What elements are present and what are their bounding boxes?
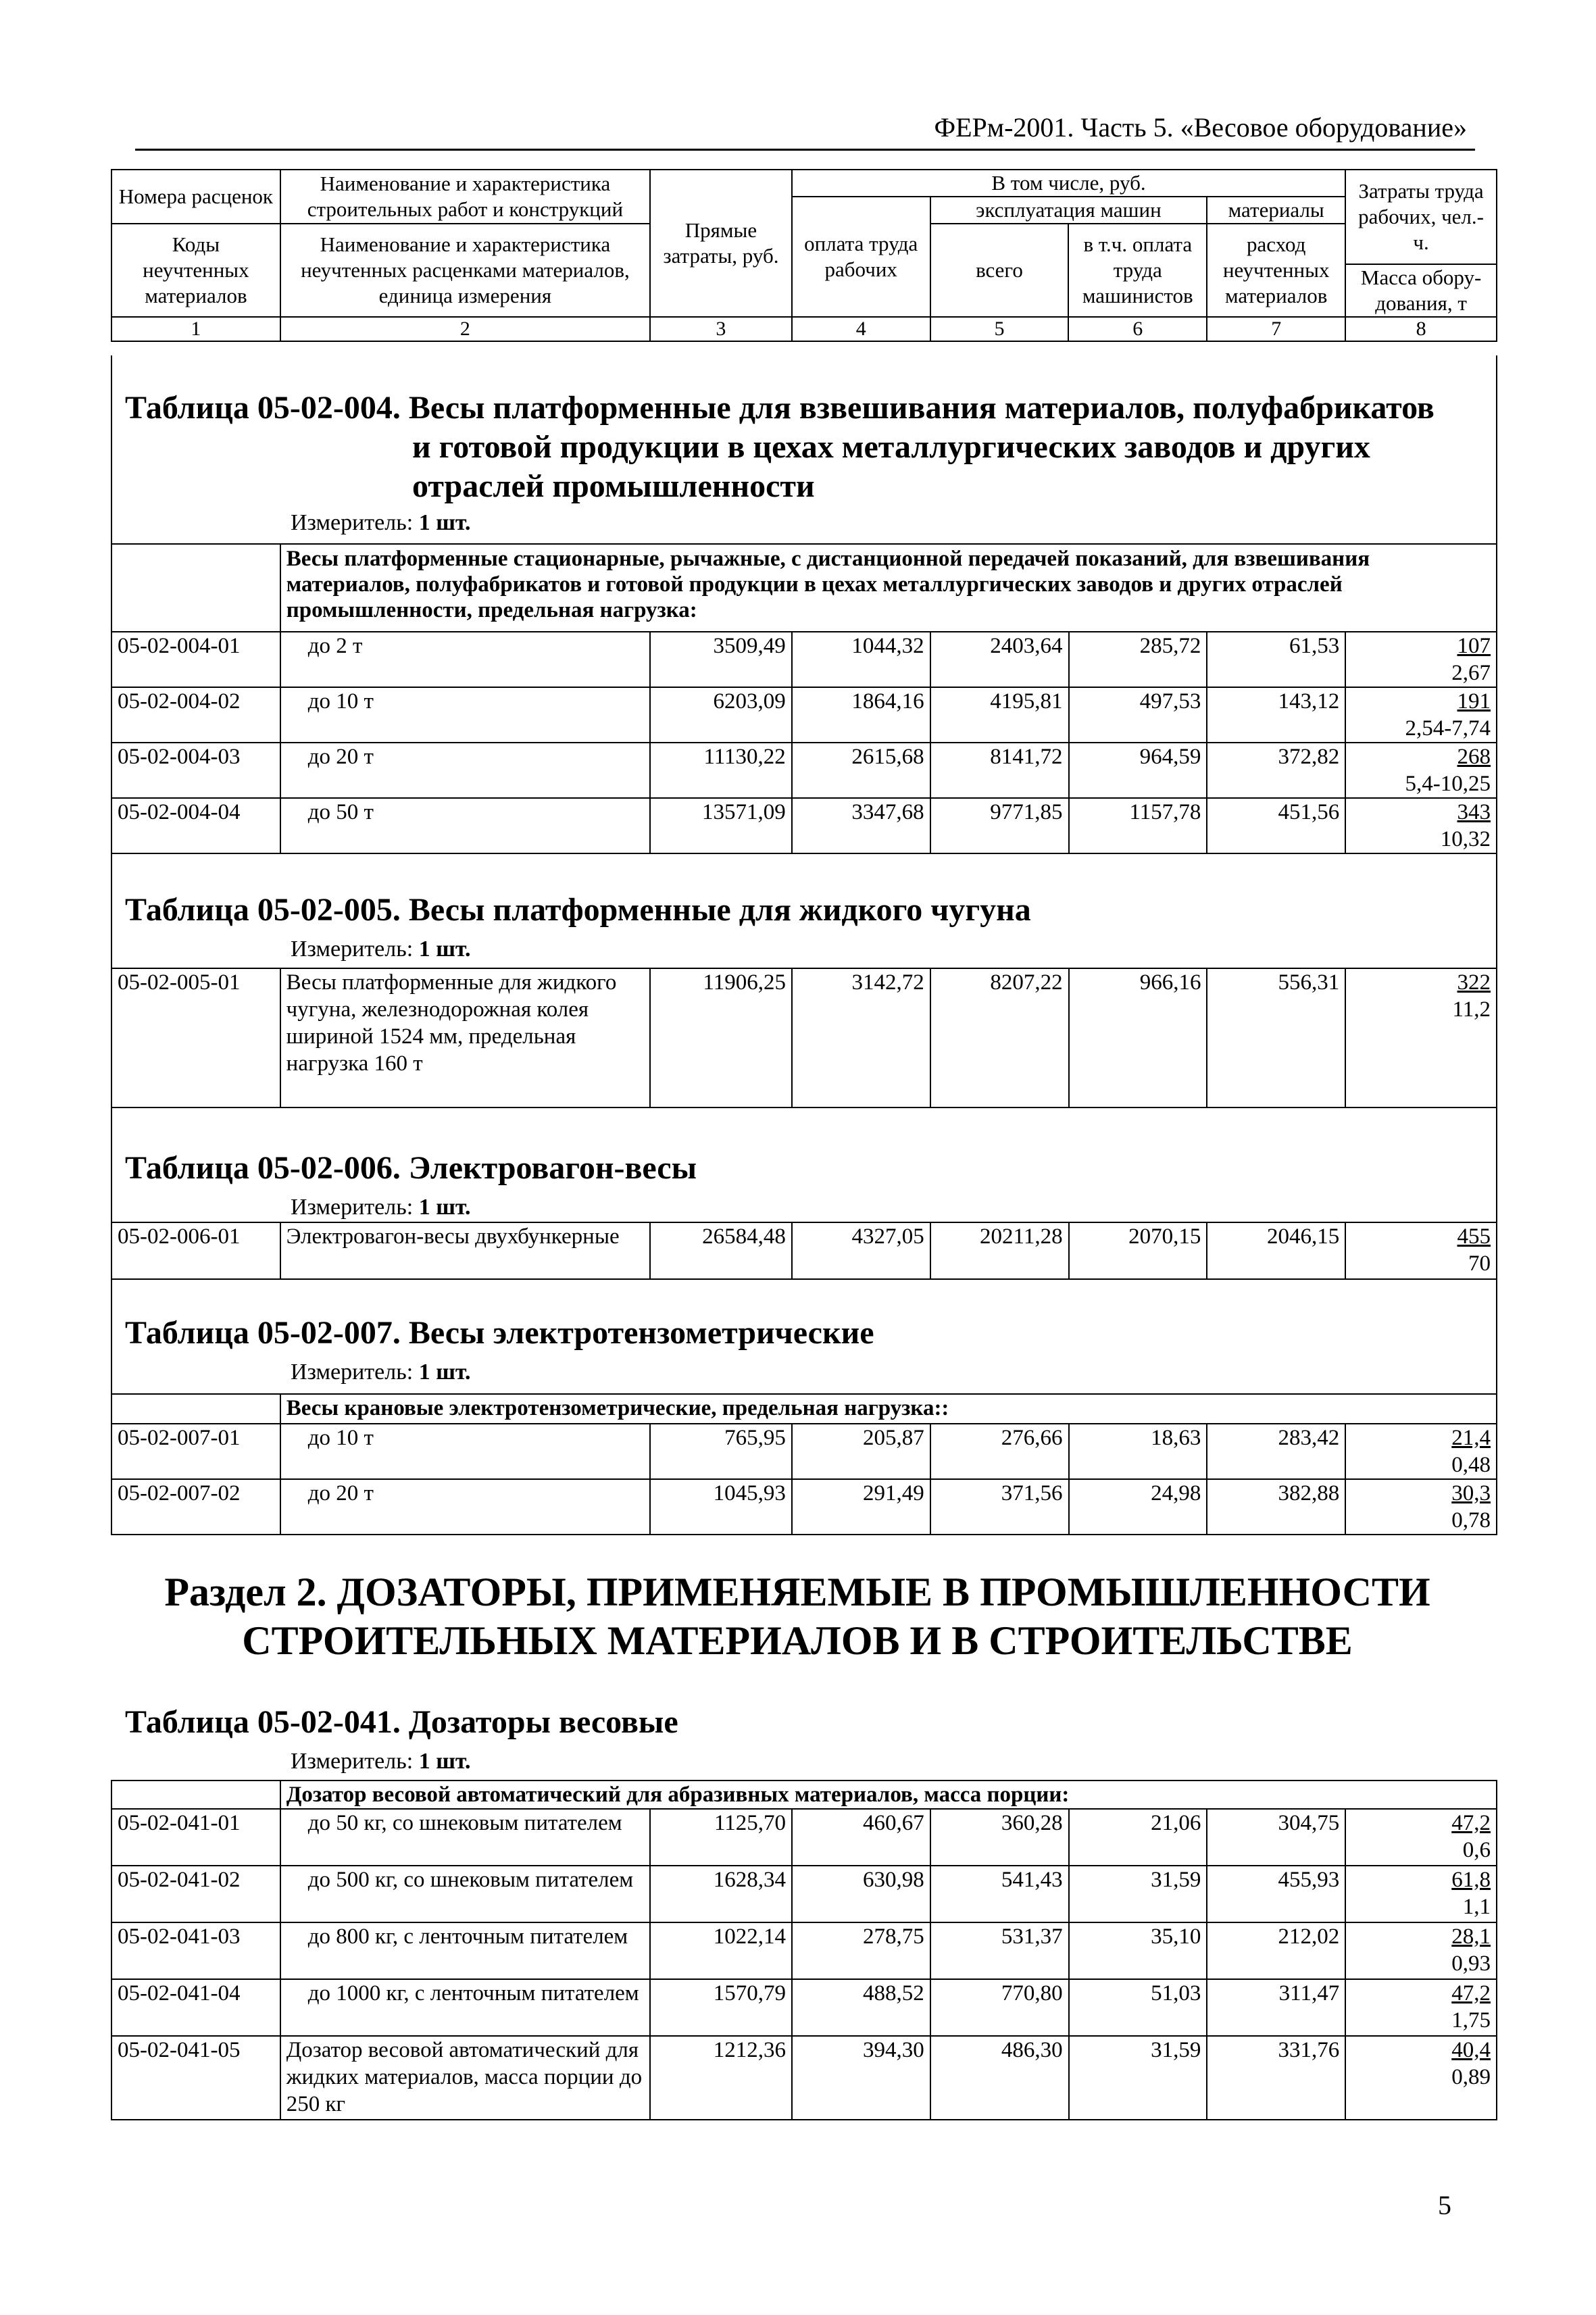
row-machinists: 21,06 — [1069, 1809, 1207, 1866]
col-num: 4 — [792, 317, 930, 341]
table-004-label: Таблица 05-02-004. — [125, 390, 401, 426]
measure-label: Измеритель: — [291, 510, 414, 535]
measure-label: Измеритель: — [291, 1195, 414, 1220]
row-total: 531,37 — [930, 1922, 1069, 1979]
table-004-group: Весы платформенные стационарные, рычажные, с дистанционной передачей показаний, для взвешивания материалов, полуфабрикатов и готовой продукции в цехах металлургических заводов и других отраслей промышленности, предельная нагрузка: — [280, 544, 1497, 632]
mass: 5,4-10,25 — [1405, 772, 1491, 796]
row-direct: 1570,79 — [650, 1979, 792, 2036]
mass: 2,67 — [1451, 661, 1491, 685]
row-pay: 205,87 — [792, 1424, 930, 1479]
row-labor-mass — [1345, 1979, 1497, 2036]
table-007-title-text: Весы электротензометрические — [408, 1315, 874, 1351]
row-machinists: 31,59 — [1069, 2036, 1207, 2120]
table-row — [111, 1424, 1497, 1479]
row-pay: 630,98 — [792, 1866, 930, 1922]
row-direct: 1045,93 — [650, 1479, 792, 1535]
table-004-title-line1: Весы платформенные для взвешивания материалов, полуфабрикатов — [408, 390, 1435, 426]
row-name: Электровагон-весы двухбункерные — [280, 1222, 650, 1279]
row-name: до 20 т — [280, 1479, 650, 1535]
row-labor-mass — [1345, 1424, 1497, 1479]
row-name: Дозатор весовой автоматический для жидких материалов, масса порции до 250 кг — [280, 2036, 650, 2120]
table-041 — [111, 1780, 1497, 2120]
labor: 47,2 — [1451, 1981, 1491, 2006]
page-header — [135, 108, 1475, 151]
row-code: 05-02-041-02 — [111, 1866, 280, 1922]
labor: 61,8 — [1451, 1868, 1491, 1892]
hdr-direct: Прямые затраты, руб. — [650, 170, 792, 317]
row-labor-mass — [1345, 687, 1497, 743]
row-pay: 488,52 — [792, 1979, 930, 2036]
table-007-measure — [291, 1360, 471, 1385]
table-041-measure — [291, 1749, 471, 1774]
row-direct: 11130,22 — [650, 743, 792, 798]
col-num: 8 — [1345, 317, 1497, 341]
table-041-label: Таблица 05-02-041. — [125, 1704, 401, 1740]
row-total: 8141,72 — [930, 743, 1069, 798]
row-materials: 311,47 — [1207, 1979, 1345, 2036]
mass: 0,48 — [1451, 1453, 1491, 1477]
labor: 21,4 — [1451, 1426, 1491, 1450]
row-labor-mass — [1345, 798, 1497, 853]
row-name: до 1000 кг, с ленточным питателем — [280, 1979, 650, 2036]
table-row — [111, 1479, 1497, 1535]
row-labor-mass — [1345, 1922, 1497, 1979]
page-number: 5 — [1438, 2190, 1451, 2220]
table-007-label: Таблица 05-02-007. — [125, 1315, 401, 1351]
measure-label: Измеритель: — [291, 937, 414, 962]
table-row — [111, 1222, 1497, 1279]
row-direct: 765,95 — [650, 1424, 792, 1479]
table-row — [111, 632, 1497, 687]
section-2-heading — [135, 1568, 1460, 1665]
row-machinists: 2070,15 — [1069, 1222, 1207, 1279]
row-pay: 2615,68 — [792, 743, 930, 798]
measure-value: 1 шт. — [418, 1360, 471, 1385]
row-labor-mass — [1345, 968, 1497, 1107]
table-041-title — [125, 1703, 678, 1742]
measure-value: 1 шт. — [418, 1749, 471, 1774]
labor: 191 — [1457, 689, 1491, 714]
labor: 268 — [1457, 745, 1491, 769]
col-num: 1 — [111, 317, 280, 341]
mass: 11,2 — [1452, 997, 1491, 1022]
labor: 30,3 — [1451, 1481, 1491, 1505]
row-name: до 20 т — [280, 743, 650, 798]
row-total: 8207,22 — [930, 968, 1069, 1107]
measure-value: 1 шт. — [418, 510, 471, 535]
row-pay: 291,49 — [792, 1479, 930, 1535]
row-name: до 50 кг, со шнековым питателем — [280, 1809, 650, 1866]
row-materials: 212,02 — [1207, 1922, 1345, 1979]
row-direct: 3509,49 — [650, 632, 792, 687]
table-row — [111, 1922, 1497, 1979]
mass: 2,54-7,74 — [1405, 716, 1491, 741]
hdr-codes-top: Номера расценок — [111, 170, 280, 224]
labor: 47,2 — [1451, 1811, 1491, 1835]
table-005-title — [125, 891, 1031, 930]
mass: 1,1 — [1462, 1895, 1491, 1919]
table-004-measure — [291, 510, 471, 536]
row-code: 05-02-007-01 — [111, 1424, 280, 1479]
row-total: 371,56 — [930, 1479, 1069, 1535]
labor: 343 — [1457, 800, 1491, 824]
table-005-label: Таблица 05-02-005. — [125, 892, 401, 928]
mass: 0,6 — [1462, 1838, 1491, 1862]
row-code: 05-02-004-04 — [111, 798, 280, 853]
row-direct: 1212,36 — [650, 2036, 792, 2120]
row-direct: 1125,70 — [650, 1809, 792, 1866]
table-041-title-text: Дозаторы весовые — [408, 1704, 678, 1740]
labor: 28,1 — [1451, 1924, 1491, 1949]
row-labor-mass — [1345, 743, 1497, 798]
labor: 40,4 — [1451, 2038, 1491, 2062]
hdr-codes-bottom: Коды неучтенных материалов — [111, 224, 280, 317]
row-direct: 1628,34 — [650, 1866, 792, 1922]
hdr-labor: Затраты труда рабочих, чел.-ч. — [1345, 170, 1497, 264]
hdr-name-bottom: Наименование и характеристика неучтенных расценками материалов, единица измерения — [280, 224, 650, 317]
row-name: Весы платформенные для жидкого чугуна, железнодорожная колея шириной 1524 мм, предельная нагрузка 160 т — [280, 968, 650, 1107]
row-machinists: 18,63 — [1069, 1424, 1207, 1479]
row-machinists: 24,98 — [1069, 1479, 1207, 1535]
table-005 — [111, 968, 1497, 1108]
labor: 107 — [1457, 634, 1491, 658]
row-machinists: 1157,78 — [1069, 798, 1207, 853]
col-num: 2 — [280, 317, 650, 341]
row-labor-mass — [1345, 1479, 1497, 1535]
row-machinists: 31,59 — [1069, 1866, 1207, 1922]
row-materials: 382,88 — [1207, 1479, 1345, 1535]
row-materials: 2046,15 — [1207, 1222, 1345, 1279]
measure-value: 1 шт. — [418, 937, 471, 962]
section-2-line1: Раздел 2. ДОЗАТОРЫ, ПРИМЕНЯЕМЫЕ В ПРОМЫШЛЕННОСТИ — [164, 1570, 1430, 1614]
hdr-incl: В том числе, руб. — [792, 170, 1345, 197]
labor: 322 — [1457, 970, 1491, 995]
measure-label: Измеритель: — [291, 1360, 414, 1385]
row-pay: 1044,32 — [792, 632, 930, 687]
row-total: 20211,28 — [930, 1222, 1069, 1279]
row-name: до 500 кг, со шнековым питателем — [280, 1866, 650, 1922]
table-row — [111, 1866, 1497, 1922]
row-materials: 372,82 — [1207, 743, 1345, 798]
row-code: 05-02-041-01 — [111, 1809, 280, 1866]
row-labor-mass — [1345, 1222, 1497, 1279]
measure-value: 1 шт. — [418, 1195, 471, 1220]
table-004-title-line3: отраслей промышленности — [412, 468, 815, 504]
table-006-label: Таблица 05-02-006. — [125, 1150, 401, 1186]
row-materials: 455,93 — [1207, 1866, 1345, 1922]
hdr-materials: материалы — [1207, 197, 1345, 224]
table-006 — [111, 1222, 1497, 1280]
row-total: 9771,85 — [930, 798, 1069, 853]
page-header-text: ФЕРм-2001. Часть 5. «Весовое оборудование» — [934, 112, 1467, 143]
row-machinists: 285,72 — [1069, 632, 1207, 687]
hdr-total: всего — [930, 224, 1069, 317]
row-pay: 278,75 — [792, 1922, 930, 1979]
measure-label: Измеритель: — [291, 1749, 414, 1774]
table-row — [111, 968, 1497, 1107]
row-code: 05-02-004-03 — [111, 743, 280, 798]
mass: 0,78 — [1451, 1508, 1491, 1533]
row-name: до 800 кг, с ленточным питателем — [280, 1922, 650, 1979]
table-row — [111, 743, 1497, 798]
table-007 — [111, 1393, 1497, 1535]
row-code: 05-02-041-05 — [111, 2036, 280, 2120]
hdr-exploit: эксплуатация машин — [930, 197, 1207, 224]
row-direct: 13571,09 — [650, 798, 792, 853]
row-name: до 10 т — [280, 1424, 650, 1479]
col-num: 3 — [650, 317, 792, 341]
mass: 10,32 — [1440, 827, 1491, 851]
row-code: 05-02-004-02 — [111, 687, 280, 743]
row-machinists: 35,10 — [1069, 1922, 1207, 1979]
row-total: 360,28 — [930, 1809, 1069, 1866]
table-004 — [111, 543, 1497, 854]
section-2-line2: СТРОИТЕЛЬНЫХ МАТЕРИАЛОВ И В СТРОИТЕЛЬСТВЕ — [242, 1618, 1353, 1663]
row-materials: 283,42 — [1207, 1424, 1345, 1479]
row-materials: 61,53 — [1207, 632, 1345, 687]
hdr-mass: Масса обору-дования, т — [1345, 264, 1497, 317]
row-pay: 1864,16 — [792, 687, 930, 743]
table-row — [111, 798, 1497, 853]
row-materials: 331,76 — [1207, 2036, 1345, 2120]
column-header-table — [111, 169, 1497, 342]
row-code: 05-02-006-01 — [111, 1222, 280, 1279]
table-006-title — [125, 1149, 697, 1188]
row-code: 05-02-007-02 — [111, 1479, 280, 1535]
table-041-group: Дозатор весовой автоматический для абразивных материалов, масса порции: — [280, 1781, 1497, 1809]
row-labor-mass — [1345, 1866, 1497, 1922]
row-code: 05-02-041-04 — [111, 1979, 280, 2036]
table-row — [111, 687, 1497, 743]
table-row — [111, 2036, 1497, 2120]
hdr-incl-pay: в т.ч. оплата труда машинистов — [1068, 224, 1207, 317]
table-007-title — [125, 1314, 874, 1353]
table-006-title-text: Электровагон-весы — [408, 1150, 697, 1186]
mass: 0,89 — [1451, 2065, 1491, 2089]
row-materials: 143,12 — [1207, 687, 1345, 743]
mass: 70 — [1468, 1251, 1491, 1276]
row-machinists: 964,59 — [1069, 743, 1207, 798]
row-code: 05-02-041-03 — [111, 1922, 280, 1979]
table-007-group: Весы крановые электротензометрические, предельная нагрузка:: — [280, 1394, 1497, 1424]
row-direct: 1022,14 — [650, 1922, 792, 1979]
row-labor-mass — [1345, 1809, 1497, 1866]
row-total: 2403,64 — [930, 632, 1069, 687]
row-direct: 11906,25 — [650, 968, 792, 1107]
table-006-measure — [291, 1195, 471, 1220]
row-direct: 26584,48 — [650, 1222, 792, 1279]
hdr-mat-use: расход неучтенных материалов — [1207, 224, 1345, 317]
row-name: до 2 т — [280, 632, 650, 687]
row-pay: 3347,68 — [792, 798, 930, 853]
col-num: 7 — [1207, 317, 1345, 341]
labor: 455 — [1457, 1224, 1491, 1249]
col-num: 5 — [930, 317, 1069, 341]
row-materials: 304,75 — [1207, 1809, 1345, 1866]
table-004-title-line2: и готовой продукции в цехах металлургических заводов и других — [412, 429, 1370, 465]
row-pay: 460,67 — [792, 1809, 930, 1866]
row-machinists: 51,03 — [1069, 1979, 1207, 2036]
hdr-pay: оплата труда рабочих — [792, 197, 930, 317]
row-direct: 6203,09 — [650, 687, 792, 743]
row-name: до 50 т — [280, 798, 650, 853]
hdr-name-top: Наименование и характеристика строительных работ и конструкций — [280, 170, 650, 224]
row-pay: 394,30 — [792, 2036, 930, 2120]
col-num: 6 — [1068, 317, 1207, 341]
row-labor-mass — [1345, 632, 1497, 687]
row-total: 770,80 — [930, 1979, 1069, 2036]
mass: 1,75 — [1451, 2008, 1491, 2033]
table-005-measure — [291, 937, 471, 962]
mass: 0,93 — [1451, 1951, 1491, 1976]
table-004-title — [125, 389, 1435, 428]
table-row — [111, 1809, 1497, 1866]
row-total: 276,66 — [930, 1424, 1069, 1479]
table-row — [111, 1979, 1497, 2036]
row-pay: 3142,72 — [792, 968, 930, 1107]
row-labor-mass — [1345, 2036, 1497, 2120]
table-005-title-text: Весы платформенные для жидкого чугуна — [408, 892, 1031, 928]
row-code: 05-02-004-01 — [111, 632, 280, 687]
row-code: 05-02-005-01 — [111, 968, 280, 1107]
row-total: 486,30 — [930, 2036, 1069, 2120]
row-machinists: 497,53 — [1069, 687, 1207, 743]
row-name: до 10 т — [280, 687, 650, 743]
row-total: 4195,81 — [930, 687, 1069, 743]
row-pay: 4327,05 — [792, 1222, 930, 1279]
row-materials: 451,56 — [1207, 798, 1345, 853]
row-total: 541,43 — [930, 1866, 1069, 1922]
row-materials: 556,31 — [1207, 968, 1345, 1107]
row-machinists: 966,16 — [1069, 968, 1207, 1107]
